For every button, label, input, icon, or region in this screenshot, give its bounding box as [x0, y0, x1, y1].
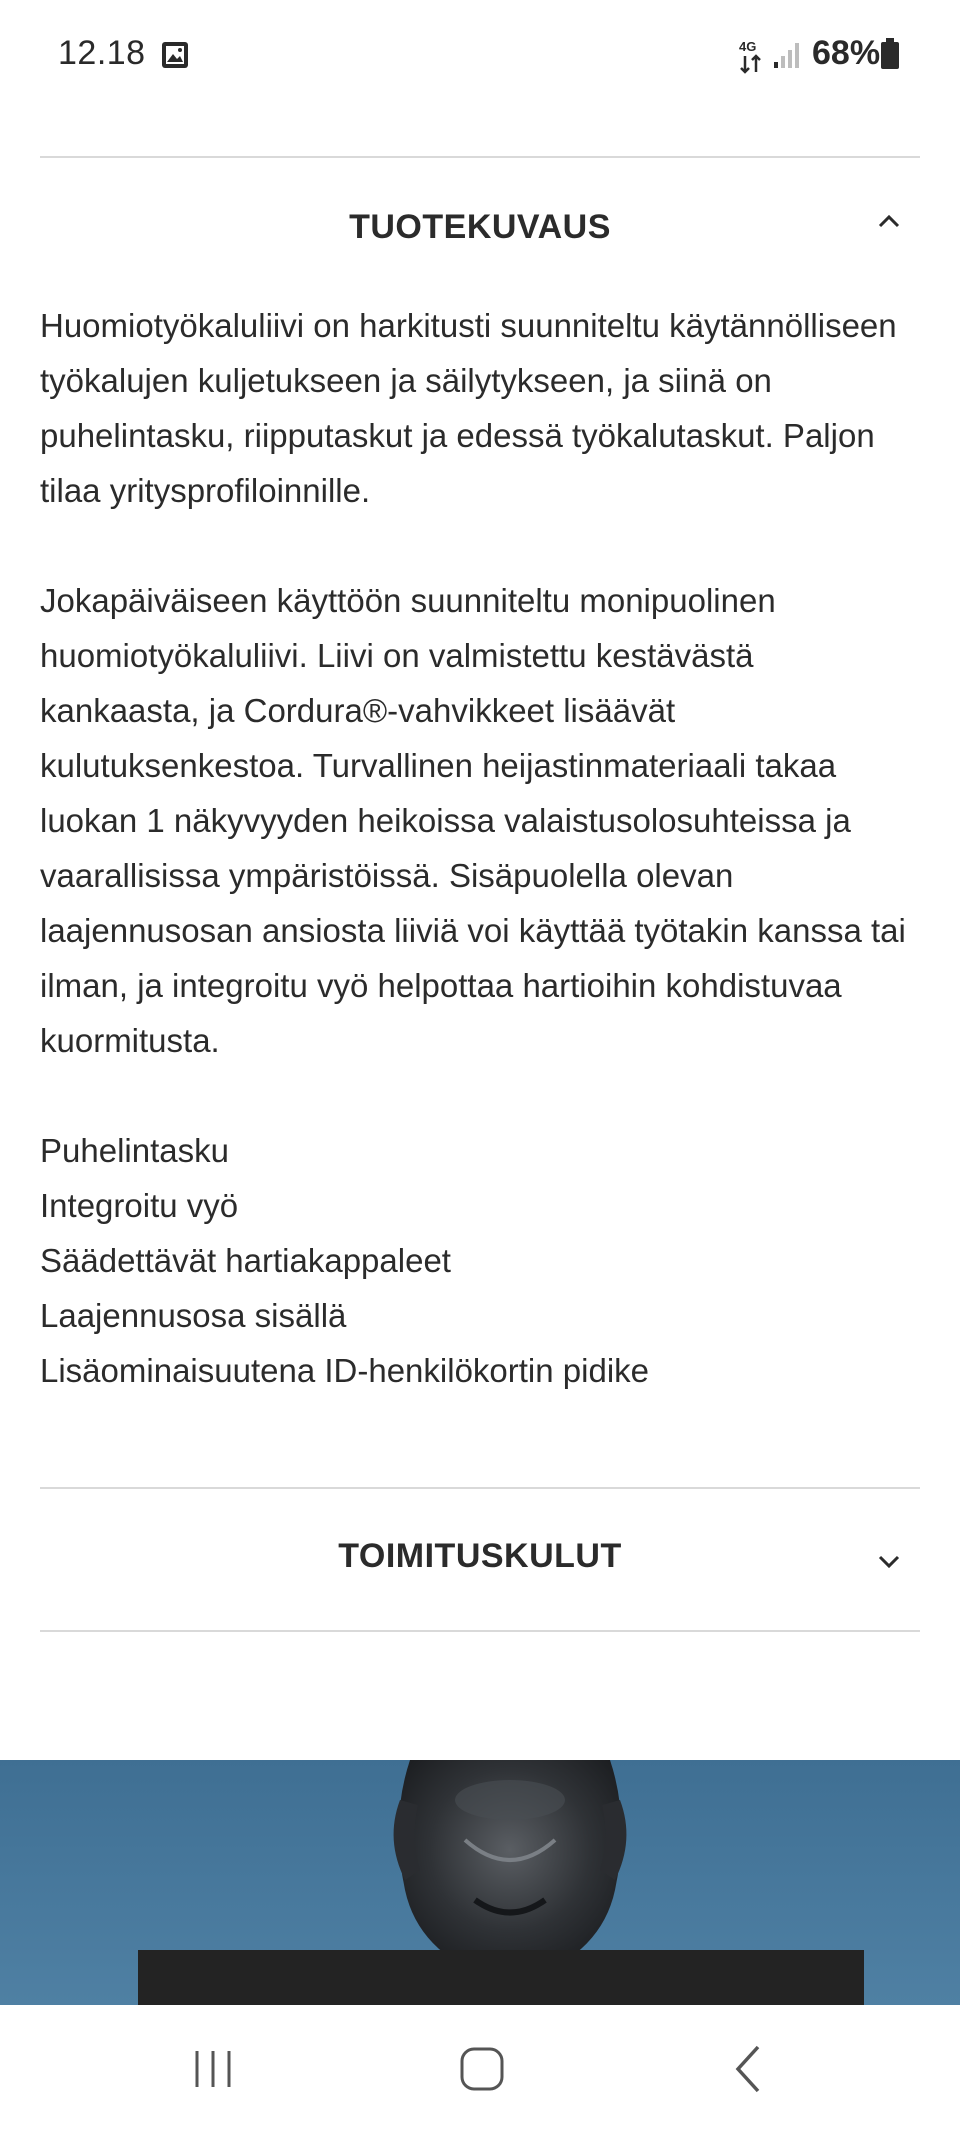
system-navigation-bar	[0, 2005, 960, 2133]
feature-item: Laajennusosa sisällä	[40, 1297, 347, 1334]
chevron-up-icon[interactable]	[876, 208, 902, 234]
chevron-down-icon[interactable]	[876, 1549, 902, 1575]
divider	[40, 1630, 920, 1632]
mobile-data-icon	[738, 38, 766, 74]
battery-icon	[880, 38, 900, 70]
feature-item: Puhelintasku	[40, 1132, 229, 1169]
divider	[40, 156, 920, 158]
feature-item: Integroitu vyö	[40, 1187, 239, 1224]
status-bar	[0, 0, 960, 110]
home-icon[interactable]	[452, 2039, 512, 2099]
description-paragraph: Jokapäiväiseen käyttöön suunniteltu monipuolinen huomiotyökaluliivi. Liivi on valmistettu kestävästä kankaasta, ja Cordura®-vahvikkeet lisäävät kulutuksenkestoa. Turvallinen heijastinmateriaali takaa luokan 1 näkyvyyden heikoissa valaistusolosuhteissa ja vaarallisissa ympäristöissä. Sisäpuolella olevan laajennusosan ansiosta liiviä voi käyttää työtakin kanssa tai ilman, ja integroitu vyö helpottaa hartioihin kohdistuvaa kuormitusta.	[40, 582, 906, 1059]
gallery-notification-icon	[160, 40, 190, 70]
accordion-header-shipping[interactable]	[40, 1503, 920, 1613]
battery-percent: 68%	[812, 34, 881, 72]
description-paragraph: Huomiotyökaluliivi on harkitusti suunniteltu käytännölliseen työkalujen kuljetukseen ja säilytykseen, ja siinä on puhelintasku, riipputaskut ja edessä työkalutaskut. Paljon tilaa yritysprofiloinnille.	[40, 307, 897, 509]
promo-card[interactable]	[138, 1950, 864, 2005]
recent-apps-icon[interactable]	[183, 2039, 243, 2099]
feature-list	[40, 1123, 920, 1398]
promo-banner[interactable]	[0, 1760, 960, 2005]
accordion-header-description[interactable]	[40, 172, 920, 282]
product-description	[40, 298, 920, 1398]
feature-item: Säädettävät hartiakappaleet	[40, 1242, 451, 1279]
signal-strength-icon	[772, 40, 802, 70]
status-time: 12.18	[58, 34, 146, 72]
divider	[40, 1487, 920, 1489]
accordion-title-shipping: TOIMITUSKULUT	[338, 1537, 622, 1575]
feature-item: Lisäominaisuutena ID-henkilökortin pidike	[40, 1352, 650, 1389]
accordion-title-description: TUOTEKUVAUS	[349, 208, 611, 246]
back-icon[interactable]	[720, 2039, 780, 2099]
network-type-label: 4G	[739, 39, 757, 54]
